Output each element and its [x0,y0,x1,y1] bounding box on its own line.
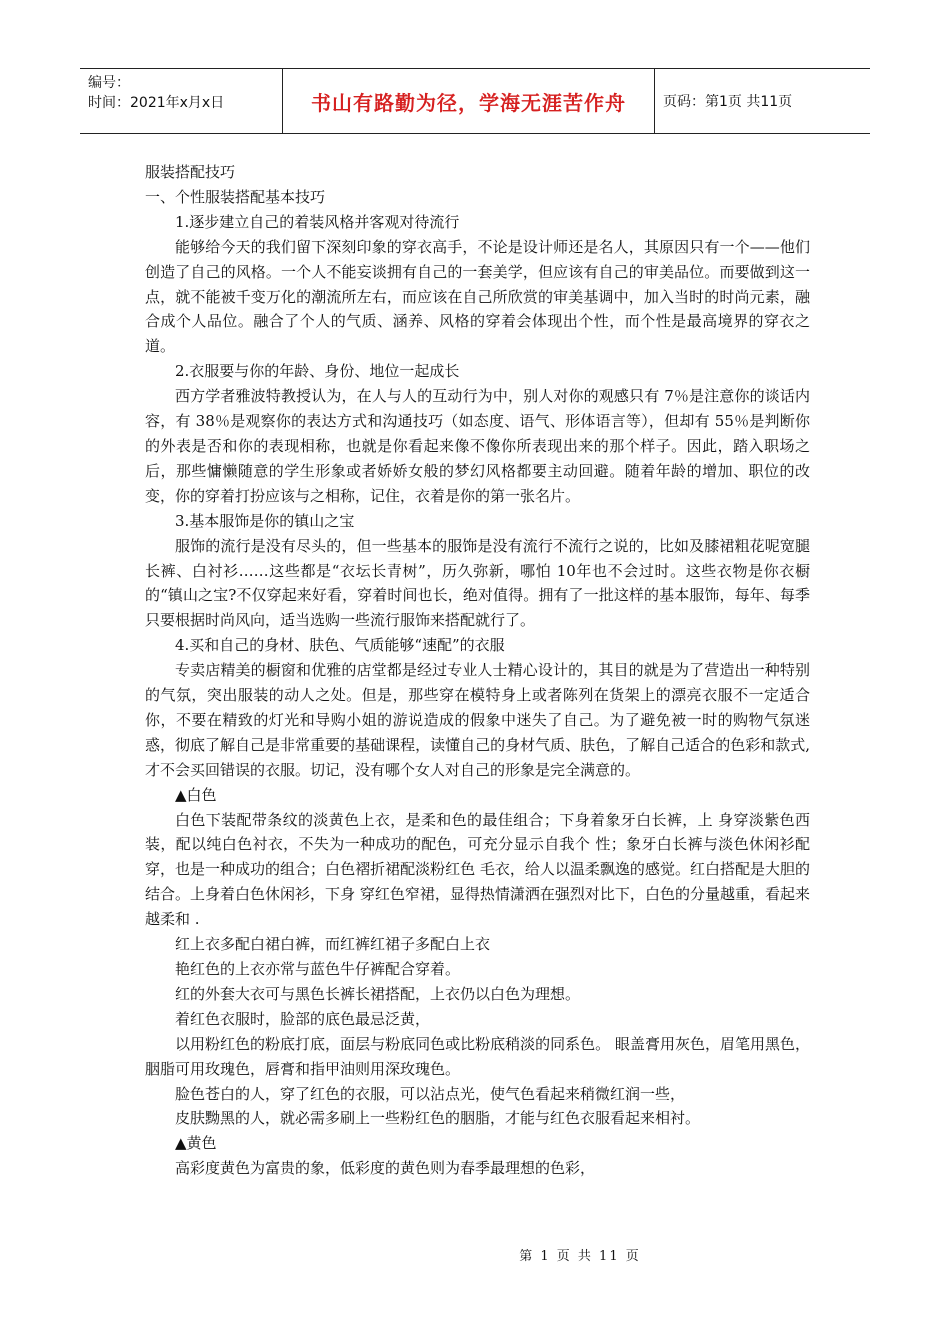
subheading-1: 1.逐步建立自己的着装风格并客观对待流行 [175,212,460,231]
paragraph-4: 专卖店精美的橱窗和优雅的店堂都是经过专业人士精心设计的，其目的就是为了营造出一种特别的气氛，突出服装的动人之处。但是，那些穿在模特身上或者陈列在货架上的漂亮衣服不一定适合你，不要在精致的灯光和导购小姐的游说造成的假象中迷失了自己。为了避免被一时的购物气氛迷惑，彻底了解自己是非常重要的基础课程，读懂自己的身材气质、肤色，了解自己适合的色彩和款式,才不会买回错误的衣服。切记，没有哪个女人对自己的形象是完全满意的。 [145,661,810,779]
line-2: 艳红色的上衣亦常与蓝色牛仔裤配合穿着。 [175,960,461,978]
number-label: 编号： [88,75,130,91]
document-body [145,160,810,1181]
page-footer: 第 1 页 共 11 页 [519,1249,641,1264]
paragraph-1: 能够给今天的我们留下深刻印象的穿衣高手，不论是设计师还是名人，其原因只有一个——他们创造了自己的风格。一个人不能妄谈拥有自己的一套美学，但应该有自己的审美品位。而要做到这一点，就不能被千变万化的潮流所左右，而应该在自己所欣赏的审美基调中，加入当时的时尚元素，融合成个人品位。融合了个人的气质、涵养、风格的穿着会体现出个性，而个性是最高境界的穿衣之道。 [145,237,810,356]
line-7: 皮肤黝黑的人，就必需多刷上一些粉红色的胭脂，才能与红色衣服看起来相衬。 [175,1109,701,1128]
doc-title: 服装搭配技巧 [145,163,236,181]
date-label: 时间：2021年x月x日 [88,95,225,111]
line-1: 红上衣多配白裙白裤，而红裤红裙子多配白上衣 [175,935,491,954]
paragraph-white: 白色下装配带条纹的淡黄色上衣，是柔和色的最佳组合；下身着象牙白长裤，上 身穿淡紫色西装，配以纯白色衬衣，不失为一种成功的配色，可充分显示自我个 性；象牙白长裤与淡色休闲衫配穿，也是一种成功的组合；白色褶折裙配淡粉红色 毛衣，给人以温柔飘逸的感觉。红白搭配是大胆的结合。上身着白色休闲衫，下身 穿红色窄裙，显得热情潇洒在强烈对比下，白色的分量越重，看起来越柔和 . [145,810,810,929]
subheading-2: 2.衣服要与你的年龄、身份、地位一起成长 [175,362,460,381]
line-3: 红的外套大衣可与黑色长裤长裙搭配，上衣仍以白色为理想。 [175,984,581,1003]
header-page-info: 页码：第1页 共11页 [663,94,793,110]
line-8: 高彩度黄色为富贵的象，低彩度的黄色则为春季最理想的色彩， [175,1159,596,1178]
header-meta [80,69,283,133]
subheading-4: 4.买和自己的身材、肤色、气质能够“速配”的衣服 [175,636,505,655]
section-heading: 一、个性服装搭配基本技巧 [145,187,326,206]
line-4: 着红色衣服时，脸部的底色最忌泛黄， [175,1009,431,1028]
white-heading: ▲白色 [175,785,217,804]
line-5: 以用粉红色的粉底打底，面层与粉底同色或比粉底稍淡的同系色。 眼盖膏用灰色，眉笔用黑色，胭脂可用玫瑰色，唇膏和指甲油则用深玫瑰色。 [145,1034,810,1078]
yellow-heading: ▲黄色 [175,1134,217,1153]
line-6: 脸色苍白的人，穿了红色的衣服，可以沾点光，使气色看起来稍微红润一些， [175,1084,686,1103]
page-header [80,68,870,134]
paragraph-2: 西方学者雅波特教授认为，在人与人的互动行为中，别人对你的观感只有 7％是注意你的谈话内容，有 38％是观察你的表达方式和沟通技巧（如态度、语气、形体语言等），但却有 55％是判断你的外表是否和你的表现相称，也就是你看起来像不像你所表现出来的那个样子。因此，踏入职场之后，那些慵懒随意的学生形象或者娇娇女般的梦幻风格都要主动回避。随着年龄的增加、职位的改变，你的穿着打扮应该与之相称，记住，衣着是你的第一张名片。 [145,387,810,505]
header-motto: 书山有路勤为径，学海无涯苦作舟 [283,69,655,133]
paragraph-3: 服饰的流行是没有尽头的，但一些基本的服饰是没有流行不流行之说的，比如及膝裙粗花呢宽腿长裤、白衬衫……这些都是“衣坛长青树”，历久弥新，哪怕 10年也不会过时。这些衣物是你衣橱的“镇山之宝?不仅穿起来好看，穿着时间也长，绝对值得。拥有了一批这样的基本服饰，每年、每季只要根据时尚风向，适当选购一些流行服饰来搭配就行了。 [145,536,810,630]
subheading-3: 3.基本服饰是你的镇山之宝 [175,511,355,530]
